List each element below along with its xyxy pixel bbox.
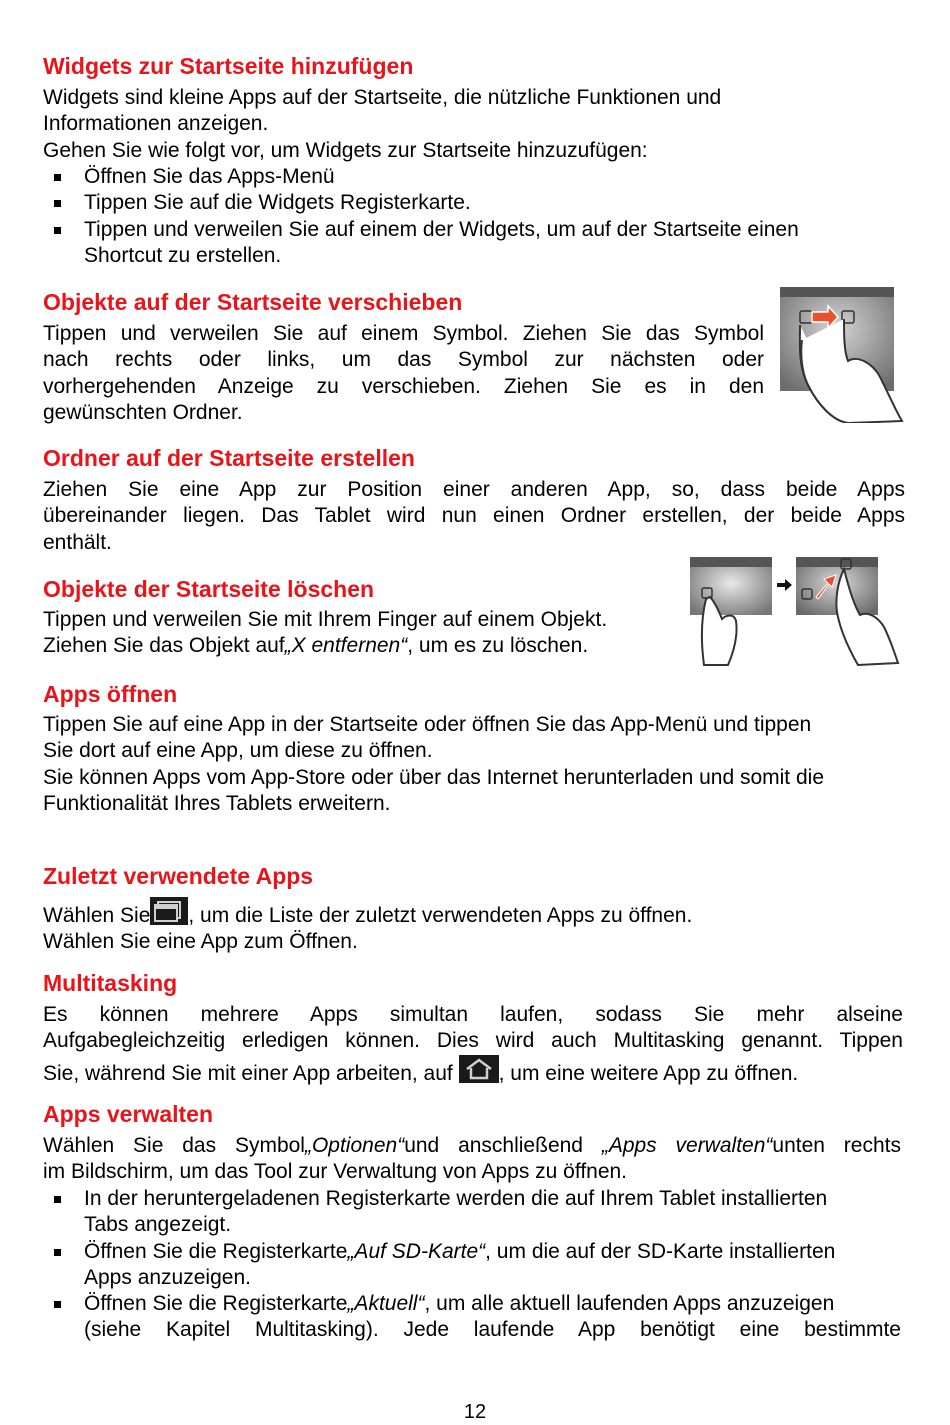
multitasking-paragraph — [43, 1002, 903, 1087]
text-line: Ziehen Sie eine App zur Position einer anderen App, so, dass beide Apps — [43, 478, 905, 501]
heading-folder: Ordner auf der Startseite erstellen — [43, 445, 415, 471]
text-line: Es können mehrere Apps simultan laufen, sodass Sie mehr alseine — [43, 1003, 903, 1026]
list-item: Tippen und verweilen Sie auf einem der Widgets, um auf der Startseite einen Shortcut zu erstellen. — [43, 217, 903, 270]
manage-apps-paragraph — [43, 1133, 901, 1186]
text-line: Wählen Sie das Symbol„Optionen“und anschließend „Apps verwalten“unten rechts — [43, 1134, 901, 1157]
list-item: In der heruntergeladenen Registerkarte werden die auf Ihrem Tablet installierten Tabs angezeigt. — [43, 1186, 901, 1239]
text-line: Funktionalität Ihres Tablets erweitern. — [43, 791, 391, 815]
text-line: enthält. — [43, 530, 112, 554]
heading-open-apps: Apps öffnen — [43, 681, 178, 707]
open-apps-paragraph — [43, 712, 903, 817]
bullet-icon — [54, 174, 61, 181]
text-line: Tippen Sie auf eine App in der Startseite oder öffnen Sie das App-Menü und tippen — [43, 713, 812, 736]
manage-apps-bullet-list — [43, 1186, 901, 1344]
heading-delete: Objekte der Startseite löschen — [43, 576, 375, 602]
drag-gesture-illustration — [778, 285, 906, 423]
bullet-icon — [54, 1301, 61, 1308]
heading-multitasking: Multitasking — [43, 970, 178, 996]
text-line: Widgets sind kleine Apps auf der Startseite, die nützliche Funktionen und — [43, 86, 722, 109]
move-paragraph — [43, 321, 764, 426]
text-line: vorhergehenden Anzeige zu verschieben. Ziehen Sie es in den — [43, 374, 764, 398]
page-number: 12 — [463, 1401, 487, 1423]
text-line: Sie, während Sie mit einer App arbeiten, auf , um eine weitere App zu öffnen. — [43, 1055, 903, 1087]
text-line: Wählen Sie , um die Liste der zuletzt verwendeten Apps zu öffnen. — [43, 897, 903, 929]
text-line: Ziehen Sie das Objekt auf„X entfernen“, um es zu löschen. — [43, 634, 589, 658]
widgets-paragraph — [43, 85, 903, 164]
bullet-icon — [54, 200, 61, 207]
heading-manage-apps: Apps verwalten — [43, 1101, 213, 1127]
text-line: Informationen anzeigen. — [43, 112, 269, 136]
bullet-icon — [54, 1249, 61, 1256]
delete-gesture-illustration — [688, 555, 906, 667]
text-line: im Bildschirm, um das Tool zur Verwaltung von Apps zu öffnen. — [43, 1160, 628, 1184]
list-item: Tippen Sie auf die Widgets Registerkarte. — [43, 190, 903, 216]
text-line: gewünschten Ordner. — [43, 400, 243, 424]
list-item: Öffnen Sie die Registerkarte„Aktuell“, um alle aktuell laufenden Apps anzuzeigen (siehe Kapitel Multitasking). Jede laufende App benötigt eine bestimmte — [43, 1291, 901, 1344]
list-item: Öffnen Sie die Registerkarte„Auf SD-Karte“, um die auf der SD-Karte installierten Apps anzuzeigen. — [43, 1239, 901, 1292]
text-line: Gehen Sie wie folgt vor, um Widgets zur Startseite hinzuzufügen: — [43, 138, 648, 162]
heading-move: Objekte auf der Startseite verschieben — [43, 289, 463, 315]
text-line: Wählen Sie eine App zum Öffnen. — [43, 930, 358, 954]
text-line: Tippen und verweilen Sie mit Ihrem Finger auf einem Objekt. — [43, 608, 608, 631]
folder-paragraph — [43, 477, 905, 556]
heading-widgets: Widgets zur Startseite hinzufügen — [43, 53, 414, 79]
text-line: nach rechts oder links, um das Symbol zur nächsten oder — [43, 348, 764, 372]
list-item: Öffnen Sie das Apps-Menü — [43, 164, 903, 190]
text-line: Sie können Apps vom App-Store oder über das Internet herunterladen und somit die — [43, 765, 824, 789]
heading-recent-apps: Zuletzt verwendete Apps — [43, 863, 314, 889]
text-line: Aufgabegleichzeitig erledigen können. Dies wird auch Multitasking genannt. Tippen — [43, 1029, 903, 1053]
bullet-icon — [54, 1196, 61, 1203]
home-icon — [459, 1055, 499, 1083]
text-line: Sie dort auf eine App, um diese zu öffnen. — [43, 739, 433, 763]
delete-paragraph — [43, 607, 683, 660]
recent-apps-icon — [150, 897, 188, 925]
bullet-icon — [54, 227, 61, 234]
text-line: Tippen und verweilen Sie auf einem Symbol. Ziehen Sie das Symbol — [43, 322, 764, 345]
text-line: übereinander liegen. Das Tablet wird nun einen Ordner erstellen, der beide Apps — [43, 504, 905, 528]
recent-apps-paragraph — [43, 897, 903, 956]
widgets-bullet-list — [43, 164, 903, 269]
